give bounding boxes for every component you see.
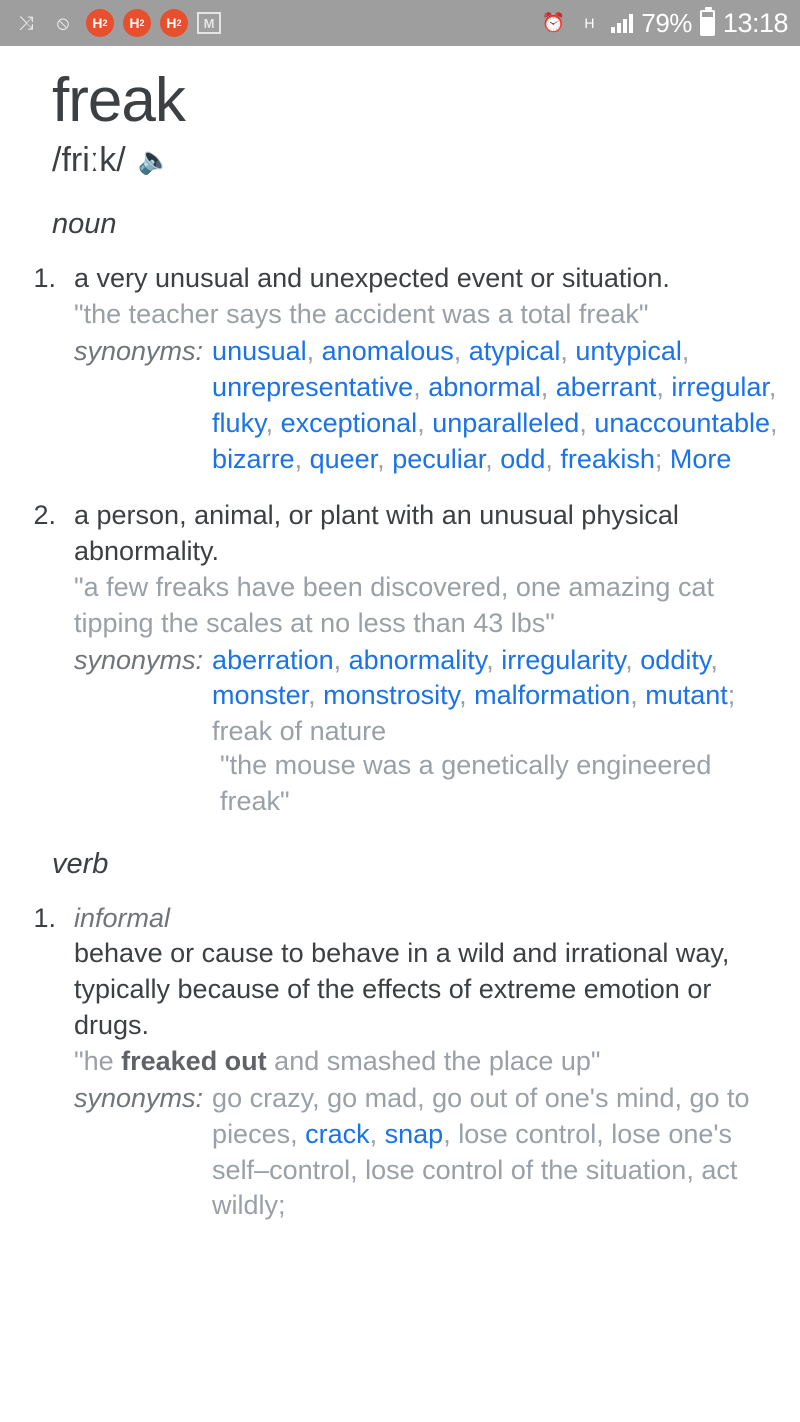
synonym-link[interactable]: abnormal	[428, 372, 541, 403]
sense-register: informal	[74, 903, 171, 934]
synonyms-list: unusual, anomalous, atypical, untypical, unrepresentative, abnormal, aberrant, irregular, fluky, exceptional, unparalleled, unaccountable, bizarre, queer, peculiar, odd, freakish; More	[212, 336, 778, 474]
synonyms-block	[74, 643, 782, 751]
sense-example	[74, 1044, 782, 1080]
sense-definition: a person, animal, or plant with an unusual physical abnormality.	[74, 499, 679, 566]
battery-percent-label: 79%	[641, 7, 692, 38]
synonym-link[interactable]: queer	[309, 443, 378, 474]
synonym-link[interactable]: aberration	[212, 644, 334, 675]
example-prefix: "he	[74, 1045, 122, 1076]
synonym-link[interactable]: snap	[384, 1118, 444, 1149]
h2-badge-icon-1: H 2	[86, 9, 114, 37]
status-bar-system-icons	[539, 8, 788, 39]
synonym-link[interactable]: bizarre	[212, 443, 295, 474]
sense-definition: a very unusual and unexpected event or situation.	[74, 263, 670, 294]
sense-number: 1.	[33, 903, 56, 934]
synonym-link[interactable]: monster	[212, 680, 309, 711]
h2-badge-icon-2: H 2	[123, 9, 151, 37]
synonym-link[interactable]: monstrosity	[323, 680, 460, 711]
synonym-link[interactable]: untypical	[575, 336, 682, 367]
noun-sense-list	[18, 261, 782, 820]
no-sound-icon: ⤨	[18, 12, 34, 34]
page-title: freak	[52, 66, 185, 135]
synonym-link[interactable]: freakish	[560, 443, 655, 474]
more-synonyms-link[interactable]: More	[669, 443, 732, 474]
synonym-link[interactable]: anomalous	[321, 336, 454, 367]
synonyms-list: aberration, abnormality, irregularity, oddity, monster, monstrosity, malformation, mutant; freak of nature	[212, 644, 736, 747]
synonym-link[interactable]: unusual	[212, 336, 307, 367]
synonym-link[interactable]: irregular	[671, 372, 769, 403]
pronunciation-row	[18, 141, 782, 180]
synonym-link[interactable]: peculiar	[392, 443, 486, 474]
synonym-link[interactable]: unrepresentative	[212, 372, 414, 403]
synonym-link[interactable]: atypical	[468, 336, 561, 367]
mute-notifications-icon: ⦸	[56, 12, 70, 34]
synonym-link[interactable]: oddity	[640, 644, 711, 675]
synonyms-label: synonyms:	[74, 1082, 204, 1113]
h2-badge-icon-3: H 2	[160, 9, 188, 37]
synonyms-label: synonyms:	[74, 644, 204, 675]
synonym-link[interactable]: fluky	[212, 408, 266, 439]
hdmi-icon: H	[584, 15, 595, 31]
dictionary-entry-page	[0, 46, 800, 1422]
synonym-link[interactable]: unaccountable	[594, 408, 770, 439]
synonym-link[interactable]: mutant	[645, 680, 728, 711]
synonym-example: "the mouse was a genetically engineered freak"	[220, 750, 712, 817]
synonym-link[interactable]: malformation	[474, 680, 631, 711]
part-of-speech-verb: verb	[52, 848, 109, 881]
list-item	[18, 901, 782, 1224]
synonym-link[interactable]: exceptional	[280, 408, 418, 439]
speaker-icon[interactable]: 🔈	[137, 145, 172, 176]
sense-definition: behave or cause to behave in a wild and irrational way, typically because of the effects of extreme emotion or drugs.	[74, 938, 730, 1040]
synonym-link[interactable]: irregularity	[501, 644, 626, 675]
status-bar	[0, 0, 800, 46]
sense-number: 2.	[33, 499, 56, 530]
synonym-link[interactable]: odd	[500, 443, 546, 474]
example-suffix: and smashed the place up"	[266, 1045, 601, 1076]
sense-number: 1.	[33, 263, 56, 294]
list-item	[18, 261, 782, 477]
sense-example: "a few freaks have been discovered, one amazing cat tipping the scales at no less than 43 lbs"	[74, 571, 714, 638]
list-item	[18, 498, 782, 820]
synonyms-block	[74, 1081, 782, 1225]
synonyms-list: go crazy, go mad, go out of one's mind, go to pieces, crack, snap, lose control, lose one's self–control, lose control of the situation, act wildly;	[212, 1082, 750, 1221]
battery-icon	[700, 10, 715, 36]
alarm-icon: ⏰	[541, 12, 566, 34]
synonym-link[interactable]: abnormality	[348, 644, 487, 675]
clock-label: 13:18	[722, 7, 788, 38]
sense-example: "the teacher says the accident was a total freak"	[74, 299, 649, 330]
pronunciation-text: /friːk/	[52, 141, 126, 180]
synonym-link[interactable]: crack	[305, 1118, 370, 1149]
synonyms-label: synonyms:	[74, 336, 204, 367]
signal-bars-icon	[611, 13, 633, 33]
status-bar-notification-icons	[12, 9, 221, 37]
verb-sense-list	[18, 901, 782, 1224]
synonyms-block	[74, 334, 782, 478]
gmail-icon: M	[197, 12, 221, 34]
synonym-link[interactable]: aberrant	[555, 372, 657, 403]
part-of-speech-noun: noun	[52, 208, 117, 241]
synonym-link[interactable]: unparalleled	[432, 408, 580, 439]
example-bold: freaked out	[121, 1045, 267, 1076]
